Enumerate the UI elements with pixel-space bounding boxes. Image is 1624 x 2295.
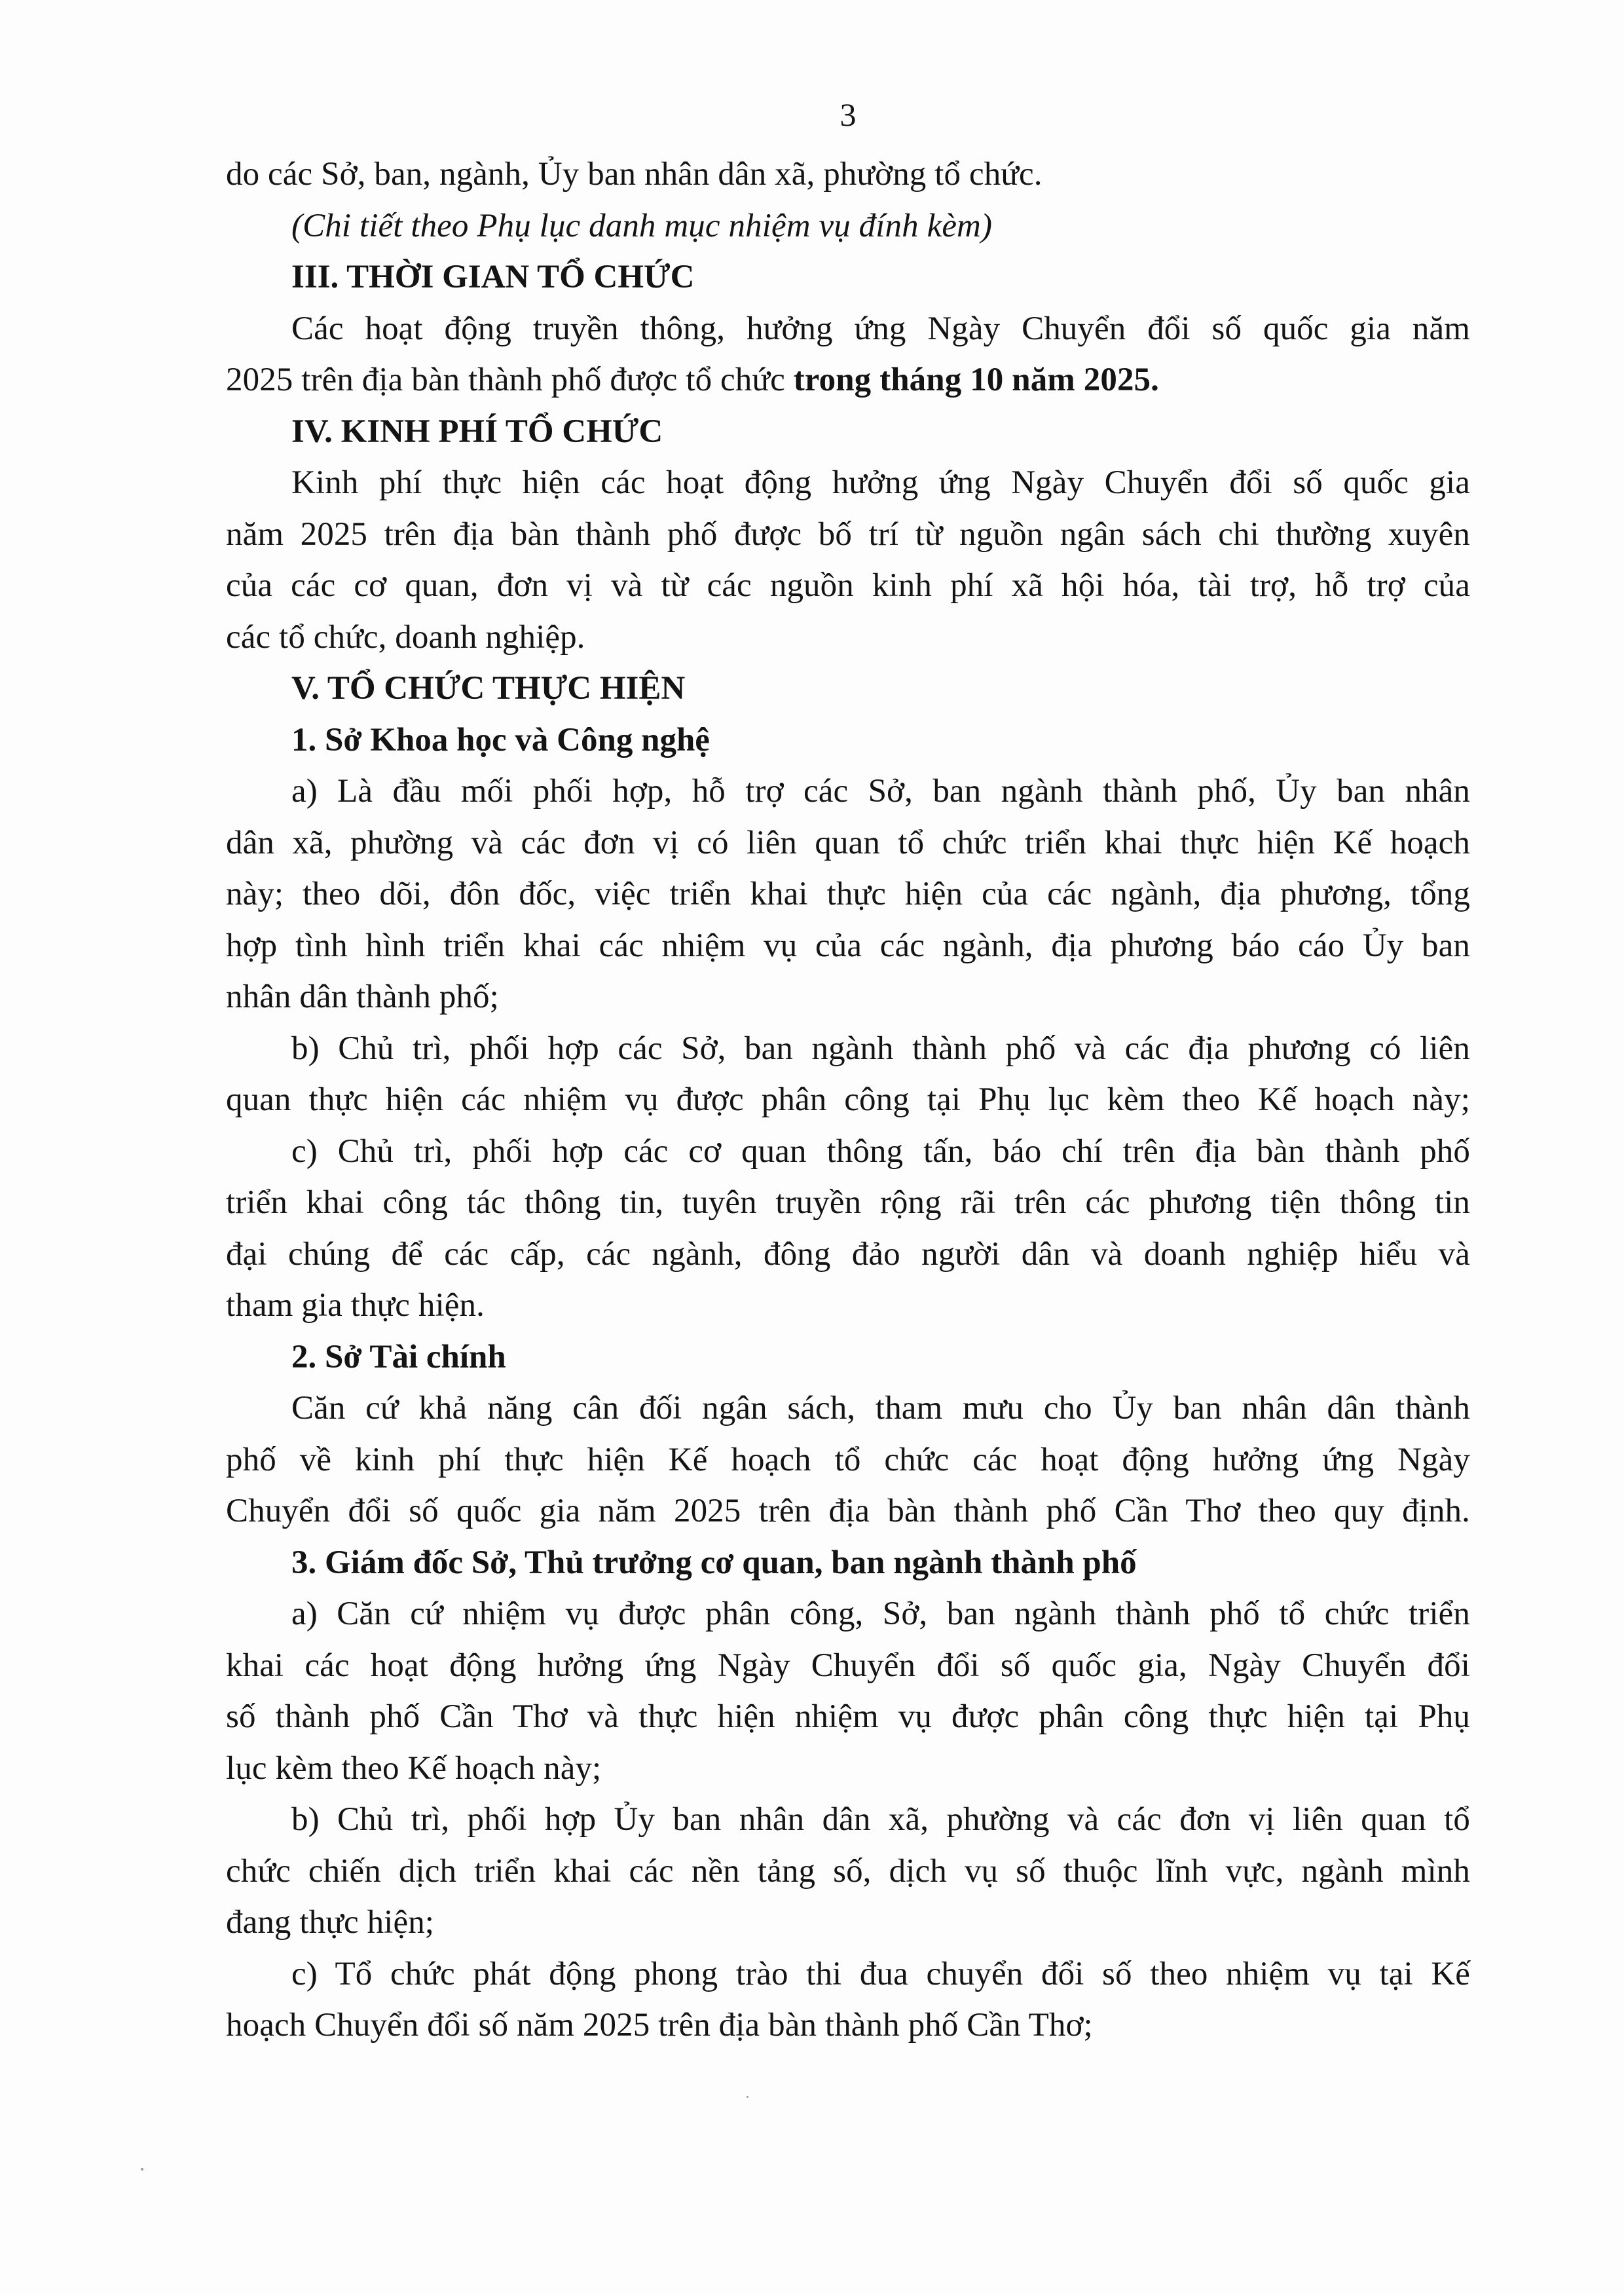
section-iii-line-2 [226, 354, 1470, 406]
sub3-item-a-line: số thành phố Cần Thơ và thực hiện nhiệm vụ được phân công thực hiện tại Phụ [226, 1698, 1470, 1735]
sub1-heading: 1. Sở Khoa học và Công nghệ [291, 721, 710, 758]
sub3-item-a-line: lục kèm theo Kế hoạch này; [226, 1749, 602, 1787]
section-iv-line: Kinh phí thực hiện các hoạt động hưởng ứng Ngày Chuyển đổi số quốc gia [291, 464, 1470, 501]
section-iv-line: các tổ chức, doanh nghiệp. [226, 618, 585, 656]
sub1-item-a-line: dân xã, phường và các đơn vị có liên quan tổ chức triển khai thực hiện Kế hoạch [226, 824, 1470, 861]
sub3-item-b-line: b) Chủ trì, phối hợp Ủy ban nhân dân xã, phường và các đơn vị liên quan tổ [291, 1801, 1470, 1838]
sub1-item-a-line: này; theo dõi, đôn đốc, việc triển khai thực hiện của các ngành, địa phương, tổng [226, 876, 1470, 912]
intro-continuation-line: do các Sở, ban, ngành, Ủy ban nhân dân xã, phường tổ chức. [226, 156, 1043, 193]
section-iii-line-2-text: 2025 trên địa bàn thành phố được tổ chức [226, 362, 794, 398]
section-iii-timeframe: trong tháng 10 năm 2025. [793, 362, 1159, 398]
section-iv-line: của các cơ quan, đơn vị và từ các nguồn kinh phí xã hội hóa, tài trợ, hỗ trợ của [226, 567, 1470, 604]
scan-speck [141, 2168, 143, 2171]
page-number: 3 [840, 96, 857, 133]
sub1-item-c-line: c) Chủ trì, phối hợp các cơ quan thông tấn, báo chí trên địa bàn thành phố [291, 1132, 1470, 1170]
section-iii-line-1: Các hoạt động truyền thông, hưởng ứng Ngày Chuyển đổi số quốc gia năm [291, 310, 1470, 347]
sub3-item-c-line: hoạch Chuyển đổi số năm 2025 trên địa bàn thành phố Cần Thơ; [226, 2007, 1093, 2043]
section-v-heading: V. TỔ CHỨC THỰC HIỆN [291, 670, 686, 707]
document-page [226, 88, 1470, 2051]
section-iv-heading: IV. KINH PHÍ TỔ CHỨC [291, 413, 663, 450]
sub3-item-b-line: chức chiến dịch triển khai các nền tảng số, dịch vụ số thuộc lĩnh vực, ngành mình [226, 1852, 1470, 1890]
sub2-body-line: Chuyển đổi số quốc gia năm 2025 trên địa bàn thành phố Cần Thơ theo quy định. [226, 1493, 1470, 1529]
sub1-item-c-line: triển khai công tác thông tin, tuyên truyền rộng rãi trên các phương tiện thông tin [226, 1184, 1470, 1221]
sub1-item-a-line: nhân dân thành phố; [226, 979, 499, 1015]
sub1-item-c-line: đại chúng để các cấp, các ngành, đông đảo người dân và doanh nghiệp hiểu và [226, 1235, 1470, 1273]
sub3-heading: 3. Giám đốc Sở, Thủ trưởng cơ quan, ban ngành thành phố [291, 1544, 1137, 1581]
sub3-item-b-line: đang thực hiện; [226, 1904, 435, 1941]
sub2-body-line: phố về kinh phí thực hiện Kế hoạch tổ chức các hoạt động hưởng ứng Ngày [226, 1441, 1470, 1478]
sub1-item-a-line: a) Là đầu mối phối hợp, hỗ trợ các Sở, ban ngành thành phố, Ủy ban nhân [291, 773, 1470, 810]
scan-speck [747, 2096, 748, 2098]
sub1-item-c-line: tham gia thực hiện. [226, 1287, 485, 1324]
section-iii-heading: III. THỜI GIAN TỔ CHỨC [291, 259, 695, 295]
appendix-note: (Chi tiết theo Phụ lục danh mục nhiệm vụ đính kèm) [291, 207, 993, 244]
section-iv-line: năm 2025 trên địa bàn thành phố được bố trí từ nguồn ngân sách chi thường xuyên [226, 515, 1470, 553]
sub2-heading: 2. Sở Tài chính [291, 1338, 506, 1375]
sub3-item-a-line: khai các hoạt động hưởng ứng Ngày Chuyển đổi số quốc gia, Ngày Chuyển đổi [226, 1647, 1470, 1684]
sub1-item-a-line: hợp tình hình triển khai các nhiệm vụ của các ngành, địa phương báo cáo Ủy ban [226, 927, 1470, 964]
sub3-item-a-line: a) Căn cứ nhiệm vụ được phân công, Sở, ban ngành thành phố tổ chức triển [291, 1595, 1470, 1632]
sub1-item-b-line: quan thực hiện các nhiệm vụ được phân công tại Phụ lục kèm theo Kế hoạch này; [226, 1081, 1470, 1118]
sub3-item-c-line: c) Tổ chức phát động phong trào thi đua chuyển đổi số theo nhiệm vụ tại Kế [291, 1955, 1470, 1992]
sub1-item-b-line: b) Chủ trì, phối hợp các Sở, ban ngành thành phố và các địa phương có liên [291, 1030, 1470, 1067]
sub2-body-line: Căn cứ khả năng cân đối ngân sách, tham mưu cho Ủy ban nhân dân thành [291, 1390, 1470, 1427]
